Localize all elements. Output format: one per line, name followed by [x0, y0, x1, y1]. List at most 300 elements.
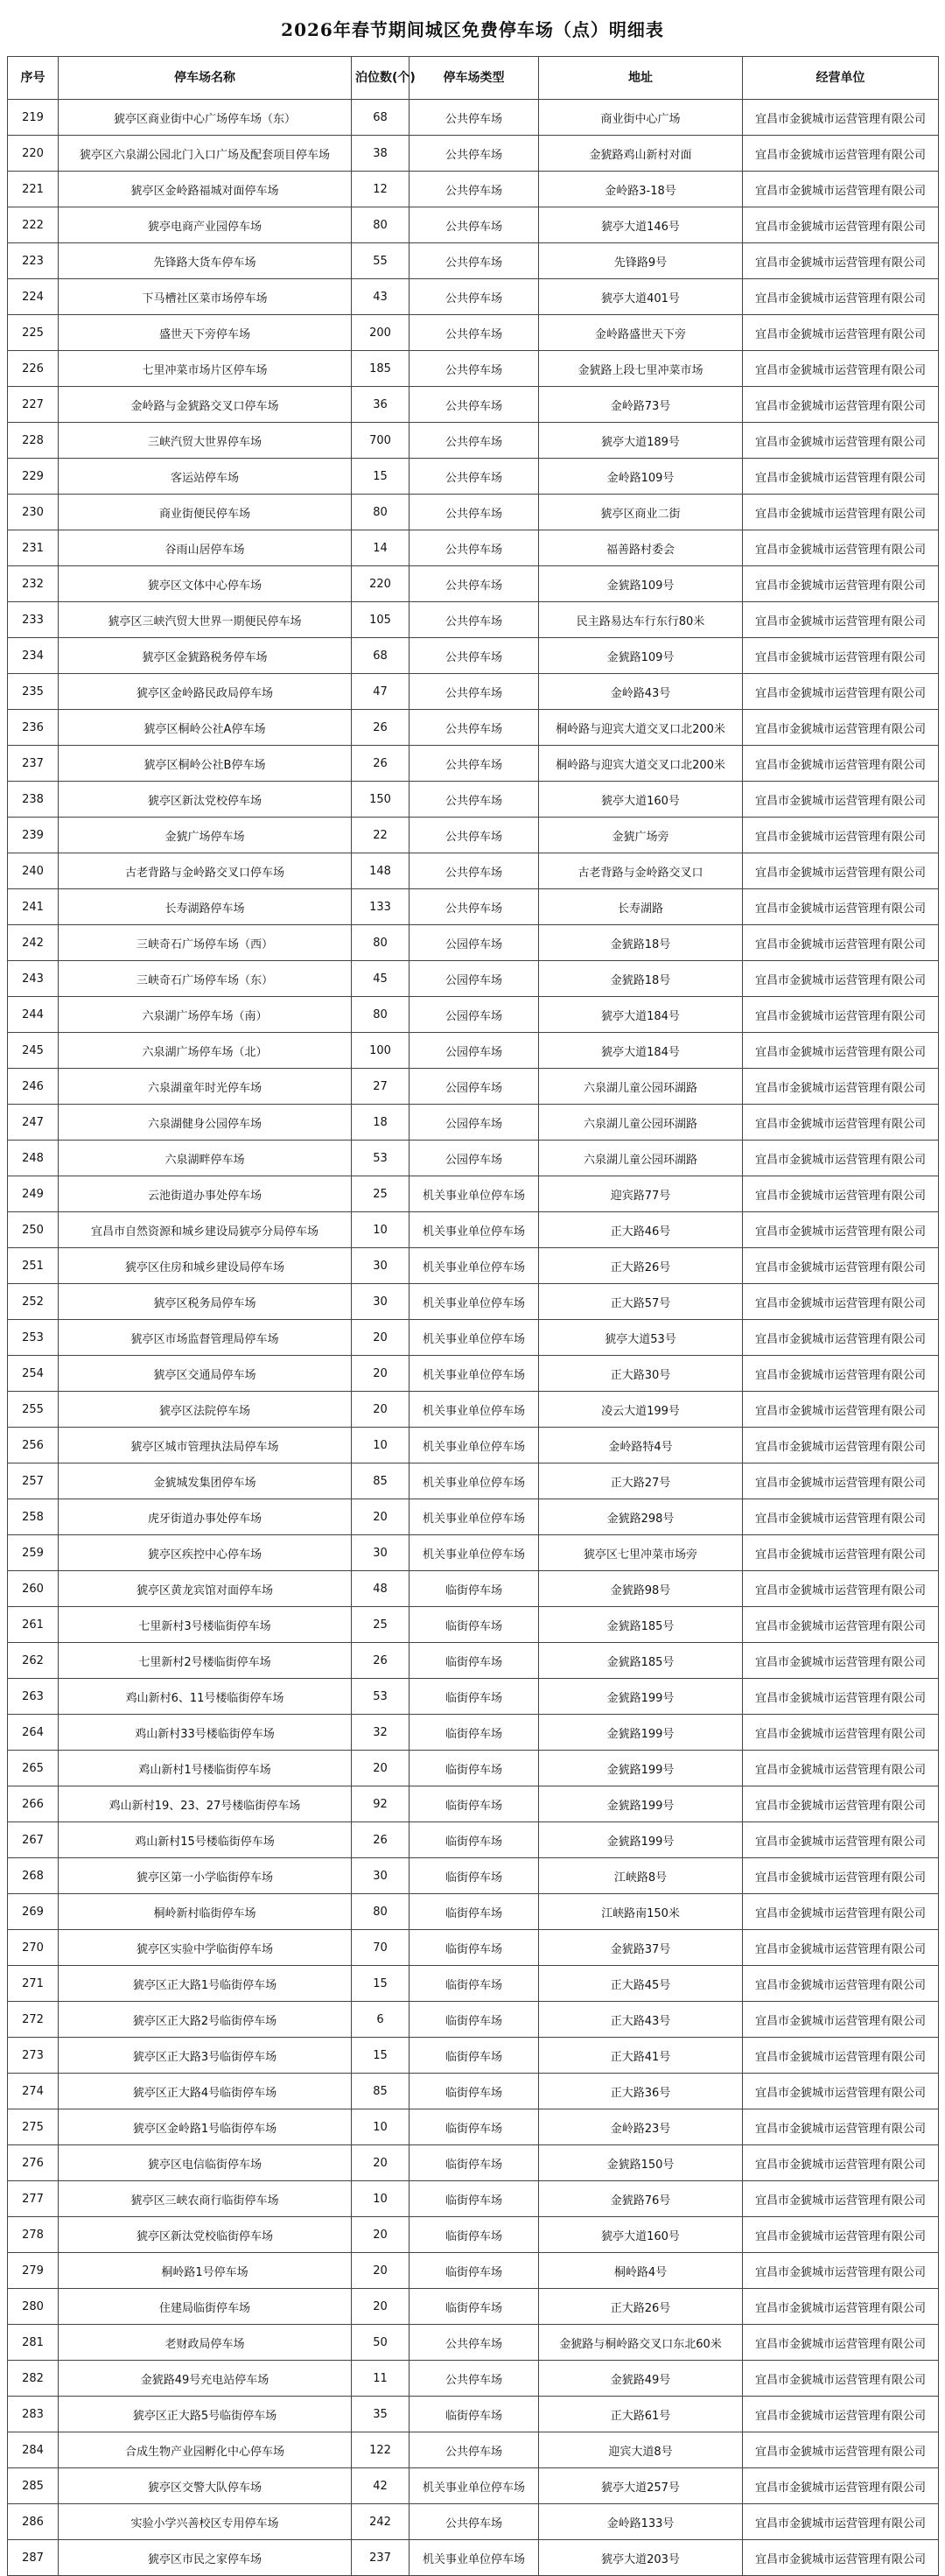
cell-address: 桐岭路与迎宾大道交叉口北200米	[539, 746, 743, 782]
cell-address: 正大路61号	[539, 2397, 743, 2432]
cell-name: 宜昌市自然资源和城乡建设局猇亭分局停车场	[59, 1212, 352, 1248]
cell-address: 金岭路特4号	[539, 1428, 743, 1463]
cell-type: 公园停车场	[410, 925, 539, 961]
cell-index: 257	[8, 1463, 59, 1499]
cell-type: 公共停车场	[410, 100, 539, 136]
cell-name: 鸡山新村19、23、27号楼临街停车场	[59, 1786, 352, 1822]
cell-spaces: 10	[352, 1212, 410, 1248]
cell-name: 实验小学兴善校区专用停车场	[59, 2504, 352, 2540]
cell-operator: 宜昌市金猇城市运营管理有限公司	[743, 2253, 939, 2289]
cell-address: 金猇路49号	[539, 2361, 743, 2397]
cell-address: 猇亭大道257号	[539, 2468, 743, 2504]
cell-operator: 宜昌市金猇城市运营管理有限公司	[743, 1141, 939, 1176]
cell-index: 220	[8, 136, 59, 172]
header-operator: 经营单位	[743, 57, 939, 100]
cell-type: 公共停车场	[410, 853, 539, 889]
cell-index: 267	[8, 1822, 59, 1858]
cell-spaces: 55	[352, 243, 410, 279]
cell-type: 公共停车场	[410, 172, 539, 207]
cell-type: 临街停车场	[410, 1751, 539, 1786]
cell-type: 公共停车场	[410, 602, 539, 638]
cell-spaces: 10	[352, 1428, 410, 1463]
cell-operator: 宜昌市金猇城市运营管理有限公司	[743, 495, 939, 530]
cell-name: 三峡汽贸大世界停车场	[59, 423, 352, 459]
cell-address: 先锋路9号	[539, 243, 743, 279]
table-row	[8, 1141, 939, 1176]
cell-spaces: 32	[352, 1715, 410, 1751]
cell-address: 金岭路盛世天下旁	[539, 315, 743, 351]
cell-index: 246	[8, 1069, 59, 1105]
table-row	[8, 1248, 939, 1284]
cell-index: 252	[8, 1284, 59, 1320]
cell-operator: 宜昌市金猇城市运营管理有限公司	[743, 1499, 939, 1535]
cell-spaces: 6	[352, 2002, 410, 2038]
cell-index: 237	[8, 746, 59, 782]
cell-operator: 宜昌市金猇城市运营管理有限公司	[743, 1248, 939, 1284]
cell-address: 金猇路76号	[539, 2181, 743, 2217]
cell-name: 金猇路49号充电站停车场	[59, 2361, 352, 2397]
table-row	[8, 459, 939, 495]
cell-name: 下马槽社区菜市场停车场	[59, 279, 352, 315]
table-row	[8, 1786, 939, 1822]
cell-spaces: 68	[352, 638, 410, 674]
cell-operator: 宜昌市金猇城市运营管理有限公司	[743, 2074, 939, 2109]
page-title: 2026年春节期间城区免费停车场（点）明细表	[281, 18, 664, 40]
cell-type: 公共停车场	[410, 279, 539, 315]
cell-address: 猇亭大道189号	[539, 423, 743, 459]
cell-spaces: 30	[352, 1284, 410, 1320]
cell-type: 机关事业单位停车场	[410, 1499, 539, 1535]
header-type: 停车场类型	[410, 57, 539, 100]
cell-name: 猇亭区桐岭公社A停车场	[59, 710, 352, 746]
table-row	[8, 2289, 939, 2325]
cell-index: 258	[8, 1499, 59, 1535]
table-row	[8, 1966, 939, 2002]
cell-index: 249	[8, 1176, 59, 1212]
cell-spaces: 150	[352, 782, 410, 818]
cell-name: 鸡山新村1号楼临街停车场	[59, 1751, 352, 1786]
cell-type: 机关事业单位停车场	[410, 1428, 539, 1463]
cell-index: 277	[8, 2181, 59, 2217]
cell-name: 猇亭区正大路2号临街停车场	[59, 2002, 352, 2038]
cell-address: 猇亭大道184号	[539, 997, 743, 1033]
cell-operator: 宜昌市金猇城市运营管理有限公司	[743, 136, 939, 172]
parking-table	[7, 56, 939, 2576]
cell-index: 225	[8, 315, 59, 351]
cell-index: 287	[8, 2540, 59, 2576]
cell-name: 六泉湖健身公园停车场	[59, 1105, 352, 1141]
cell-type: 公共停车场	[410, 423, 539, 459]
cell-address: 福善路村委会	[539, 530, 743, 566]
cell-name: 谷雨山居停车场	[59, 530, 352, 566]
table-row	[8, 1105, 939, 1141]
cell-type: 机关事业单位停车场	[410, 1176, 539, 1212]
cell-operator: 宜昌市金猇城市运营管理有限公司	[743, 566, 939, 602]
cell-type: 临街停车场	[410, 2217, 539, 2253]
cell-address: 金猇路18号	[539, 925, 743, 961]
cell-index: 254	[8, 1356, 59, 1392]
cell-index: 270	[8, 1930, 59, 1966]
cell-type: 公共停车场	[410, 746, 539, 782]
cell-type: 公共停车场	[410, 638, 539, 674]
table-row	[8, 2468, 939, 2504]
cell-name: 七里冲菜市场片区停车场	[59, 351, 352, 387]
cell-name: 七里新村2号楼临街停车场	[59, 1643, 352, 1679]
cell-type: 公共停车场	[410, 818, 539, 853]
cell-name: 猇亭区文体中心停车场	[59, 566, 352, 602]
table-row	[8, 1428, 939, 1463]
cell-operator: 宜昌市金猇城市运营管理有限公司	[743, 818, 939, 853]
cell-operator: 宜昌市金猇城市运营管理有限公司	[743, 1607, 939, 1643]
cell-index: 262	[8, 1643, 59, 1679]
cell-name: 合成生物产业园孵化中心停车场	[59, 2432, 352, 2468]
cell-spaces: 12	[352, 172, 410, 207]
cell-address: 江峡路南150米	[539, 1894, 743, 1930]
cell-index: 285	[8, 2468, 59, 2504]
cell-name: 猇亭区城市管理执法局停车场	[59, 1428, 352, 1463]
table-row	[8, 2432, 939, 2468]
cell-address: 桐岭路4号	[539, 2253, 743, 2289]
table-row	[8, 2002, 939, 2038]
cell-type: 公共停车场	[410, 2325, 539, 2361]
cell-index: 260	[8, 1571, 59, 1607]
cell-type: 公共停车场	[410, 243, 539, 279]
cell-index: 234	[8, 638, 59, 674]
cell-type: 临街停车场	[410, 2074, 539, 2109]
table-row	[8, 1392, 939, 1428]
cell-index: 248	[8, 1141, 59, 1176]
table-row	[8, 566, 939, 602]
cell-operator: 宜昌市金猇城市运营管理有限公司	[743, 746, 939, 782]
cell-spaces: 26	[352, 746, 410, 782]
table-row	[8, 853, 939, 889]
cell-spaces: 47	[352, 674, 410, 710]
table-row	[8, 1033, 939, 1069]
cell-type: 公共停车场	[410, 2361, 539, 2397]
cell-operator: 宜昌市金猇城市运营管理有限公司	[743, 2002, 939, 2038]
cell-type: 临街停车场	[410, 1930, 539, 1966]
cell-name: 猇亭区第一小学临街停车场	[59, 1858, 352, 1894]
cell-name: 六泉湖广场停车场（北）	[59, 1033, 352, 1069]
cell-index: 281	[8, 2325, 59, 2361]
table-row	[8, 997, 939, 1033]
cell-name: 客运站停车场	[59, 459, 352, 495]
cell-operator: 宜昌市金猇城市运营管理有限公司	[743, 172, 939, 207]
cell-address: 民主路易达车行东行80米	[539, 602, 743, 638]
cell-name: 猇亭区实验中学临街停车场	[59, 1930, 352, 1966]
cell-index: 239	[8, 818, 59, 853]
cell-operator: 宜昌市金猇城市运营管理有限公司	[743, 2540, 939, 2576]
table-row	[8, 2181, 939, 2217]
cell-name: 猇亭区正大路4号临街停车场	[59, 2074, 352, 2109]
cell-spaces: 80	[352, 495, 410, 530]
cell-name: 猇亭区金岭路民政局停车场	[59, 674, 352, 710]
cell-name: 猇亭区税务局停车场	[59, 1284, 352, 1320]
cell-address: 正大路43号	[539, 2002, 743, 2038]
cell-type: 临街停车场	[410, 1715, 539, 1751]
cell-operator: 宜昌市金猇城市运营管理有限公司	[743, 1356, 939, 1392]
cell-type: 公共停车场	[410, 566, 539, 602]
cell-name: 三峡奇石广场停车场（西）	[59, 925, 352, 961]
cell-name: 鸡山新村33号楼临街停车场	[59, 1715, 352, 1751]
cell-name: 猇亭区商业街中心广场停车场（东）	[59, 100, 352, 136]
cell-name: 长寿湖路停车场	[59, 889, 352, 925]
cell-spaces: 45	[352, 961, 410, 997]
cell-operator: 宜昌市金猇城市运营管理有限公司	[743, 1822, 939, 1858]
table-row	[8, 351, 939, 387]
cell-name: 猇亭区金岭路1号临街停车场	[59, 2109, 352, 2145]
cell-operator: 宜昌市金猇城市运营管理有限公司	[743, 423, 939, 459]
cell-operator: 宜昌市金猇城市运营管理有限公司	[743, 1858, 939, 1894]
cell-address: 金猇路298号	[539, 1499, 743, 1535]
cell-type: 公共停车场	[410, 495, 539, 530]
cell-address: 正大路57号	[539, 1284, 743, 1320]
cell-operator: 宜昌市金猇城市运营管理有限公司	[743, 1033, 939, 1069]
cell-type: 公园停车场	[410, 1105, 539, 1141]
cell-index: 261	[8, 1607, 59, 1643]
cell-index: 282	[8, 2361, 59, 2397]
cell-operator: 宜昌市金猇城市运营管理有限公司	[743, 1176, 939, 1212]
cell-type: 临街停车场	[410, 1679, 539, 1715]
cell-name: 猇亭区市民之家停车场	[59, 2540, 352, 2576]
cell-operator: 宜昌市金猇城市运营管理有限公司	[743, 602, 939, 638]
cell-operator: 宜昌市金猇城市运营管理有限公司	[743, 1105, 939, 1141]
table-row	[8, 1822, 939, 1858]
cell-type: 公共停车场	[410, 459, 539, 495]
cell-operator: 宜昌市金猇城市运营管理有限公司	[743, 1751, 939, 1786]
cell-operator: 宜昌市金猇城市运营管理有限公司	[743, 459, 939, 495]
table-row	[8, 1715, 939, 1751]
table-row	[8, 746, 939, 782]
cell-type: 临街停车场	[410, 2253, 539, 2289]
cell-index: 284	[8, 2432, 59, 2468]
table-row	[8, 1212, 939, 1248]
cell-name: 古老背路与金岭路交叉口停车场	[59, 853, 352, 889]
cell-spaces: 20	[352, 2145, 410, 2181]
cell-type: 公共停车场	[410, 351, 539, 387]
cell-operator: 宜昌市金猇城市运营管理有限公司	[743, 925, 939, 961]
cell-type: 公共停车场	[410, 207, 539, 243]
table-row	[8, 925, 939, 961]
cell-name: 六泉湖童年时光停车场	[59, 1069, 352, 1105]
cell-operator: 宜昌市金猇城市运营管理有限公司	[743, 351, 939, 387]
cell-address: 金猇路18号	[539, 961, 743, 997]
cell-type: 公共停车场	[410, 387, 539, 423]
cell-operator: 宜昌市金猇城市运营管理有限公司	[743, 100, 939, 136]
table-row	[8, 1356, 939, 1392]
cell-type: 公共停车场	[410, 889, 539, 925]
cell-spaces: 700	[352, 423, 410, 459]
cell-address: 猇亭大道401号	[539, 279, 743, 315]
cell-type: 公共停车场	[410, 2504, 539, 2540]
cell-type: 机关事业单位停车场	[410, 1463, 539, 1499]
cell-index: 244	[8, 997, 59, 1033]
cell-spaces: 20	[352, 1356, 410, 1392]
cell-spaces: 20	[352, 2253, 410, 2289]
cell-address: 猇亭大道53号	[539, 1320, 743, 1356]
cell-index: 273	[8, 2038, 59, 2074]
cell-operator: 宜昌市金猇城市运营管理有限公司	[743, 1463, 939, 1499]
cell-index: 250	[8, 1212, 59, 1248]
table-row	[8, 100, 939, 136]
cell-address: 古老背路与金岭路交叉口	[539, 853, 743, 889]
cell-operator: 宜昌市金猇城市运营管理有限公司	[743, 2289, 939, 2325]
cell-type: 机关事业单位停车场	[410, 1535, 539, 1571]
table-row	[8, 2540, 939, 2576]
cell-address: 江峡路8号	[539, 1858, 743, 1894]
cell-address: 正大路46号	[539, 1212, 743, 1248]
table-row	[8, 1535, 939, 1571]
cell-operator: 宜昌市金猇城市运营管理有限公司	[743, 1643, 939, 1679]
cell-address: 猇亭大道146号	[539, 207, 743, 243]
cell-spaces: 122	[352, 2432, 410, 2468]
cell-name: 七里新村3号楼临街停车场	[59, 1607, 352, 1643]
cell-index: 279	[8, 2253, 59, 2289]
cell-index: 265	[8, 1751, 59, 1786]
cell-operator: 宜昌市金猇城市运营管理有限公司	[743, 1212, 939, 1248]
cell-spaces: 35	[352, 2397, 410, 2432]
cell-type: 临街停车场	[410, 2109, 539, 2145]
cell-address: 六泉湖儿童公园环湖路	[539, 1141, 743, 1176]
cell-name: 猇亭区桐岭公社B停车场	[59, 746, 352, 782]
cell-type: 临街停车场	[410, 1607, 539, 1643]
cell-name: 猇亭区新汰党校临街停车场	[59, 2217, 352, 2253]
cell-index: 275	[8, 2109, 59, 2145]
cell-name: 桐岭新村临街停车场	[59, 1894, 352, 1930]
table-row	[8, 136, 939, 172]
cell-type: 临街停车场	[410, 1858, 539, 1894]
cell-type: 临街停车场	[410, 2002, 539, 2038]
cell-operator: 宜昌市金猇城市运营管理有限公司	[743, 1894, 939, 1930]
cell-spaces: 26	[352, 1822, 410, 1858]
table-row	[8, 638, 939, 674]
table-row	[8, 1176, 939, 1212]
cell-type: 公共停车场	[410, 674, 539, 710]
cell-name: 猇亭区法院停车场	[59, 1392, 352, 1428]
cell-name: 猇亭区电信临街停车场	[59, 2145, 352, 2181]
cell-spaces: 220	[352, 566, 410, 602]
cell-type: 临街停车场	[410, 2181, 539, 2217]
cell-spaces: 53	[352, 1679, 410, 1715]
cell-name: 住建局临街停车场	[59, 2289, 352, 2325]
cell-name: 猇亭区三峡农商行临街停车场	[59, 2181, 352, 2217]
table-row	[8, 2325, 939, 2361]
cell-address: 金猇路109号	[539, 638, 743, 674]
cell-spaces: 26	[352, 710, 410, 746]
cell-operator: 宜昌市金猇城市运营管理有限公司	[743, 1284, 939, 1320]
cell-address: 金岭路73号	[539, 387, 743, 423]
cell-index: 263	[8, 1679, 59, 1715]
cell-type: 公共停车场	[410, 315, 539, 351]
cell-index: 272	[8, 2002, 59, 2038]
cell-name: 猇亭电商产业园停车场	[59, 207, 352, 243]
cell-name: 猇亭区交警大队停车场	[59, 2468, 352, 2504]
cell-operator: 宜昌市金猇城市运营管理有限公司	[743, 2217, 939, 2253]
cell-operator: 宜昌市金猇城市运营管理有限公司	[743, 2145, 939, 2181]
cell-type: 机关事业单位停车场	[410, 2468, 539, 2504]
cell-address: 猇亭大道160号	[539, 782, 743, 818]
cell-type: 机关事业单位停车场	[410, 1284, 539, 1320]
cell-address: 长寿湖路	[539, 889, 743, 925]
cell-type: 临街停车场	[410, 1571, 539, 1607]
cell-address: 金猇路199号	[539, 1751, 743, 1786]
cell-address: 桐岭路与迎宾大道交叉口北200米	[539, 710, 743, 746]
table-header-row	[8, 57, 939, 100]
cell-operator: 宜昌市金猇城市运营管理有限公司	[743, 315, 939, 351]
cell-operator: 宜昌市金猇城市运营管理有限公司	[743, 1428, 939, 1463]
cell-spaces: 43	[352, 279, 410, 315]
cell-address: 六泉湖儿童公园环湖路	[539, 1069, 743, 1105]
cell-name: 金猇广场停车场	[59, 818, 352, 853]
cell-spaces: 38	[352, 136, 410, 172]
cell-spaces: 30	[352, 1858, 410, 1894]
cell-operator: 宜昌市金猇城市运营管理有限公司	[743, 1786, 939, 1822]
cell-spaces: 237	[352, 2540, 410, 2576]
cell-address: 金猇路199号	[539, 1715, 743, 1751]
cell-spaces: 85	[352, 1463, 410, 1499]
cell-type: 机关事业单位停车场	[410, 1320, 539, 1356]
cell-address: 金猇路上段七里冲菜市场	[539, 351, 743, 387]
cell-index: 243	[8, 961, 59, 997]
table-row	[8, 818, 939, 853]
cell-spaces: 50	[352, 2325, 410, 2361]
cell-index: 286	[8, 2504, 59, 2540]
table-row	[8, 495, 939, 530]
cell-operator: 宜昌市金猇城市运营管理有限公司	[743, 1715, 939, 1751]
cell-spaces: 15	[352, 459, 410, 495]
table-row	[8, 2217, 939, 2253]
table-row	[8, 1930, 939, 1966]
table-row	[8, 1679, 939, 1715]
cell-type: 公共停车场	[410, 782, 539, 818]
cell-index: 233	[8, 602, 59, 638]
table-row	[8, 674, 939, 710]
cell-operator: 宜昌市金猇城市运营管理有限公司	[743, 1320, 939, 1356]
table-row	[8, 2397, 939, 2432]
cell-type: 临街停车场	[410, 1822, 539, 1858]
cell-operator: 宜昌市金猇城市运营管理有限公司	[743, 638, 939, 674]
cell-index: 230	[8, 495, 59, 530]
cell-address: 金猇路199号	[539, 1822, 743, 1858]
cell-address: 金猇路与桐岭路交叉口东北60米	[539, 2325, 743, 2361]
cell-name: 先锋路大货车停车场	[59, 243, 352, 279]
cell-index: 247	[8, 1105, 59, 1141]
cell-name: 猇亭区正大路3号临街停车场	[59, 2038, 352, 2074]
cell-type: 公园停车场	[410, 1069, 539, 1105]
cell-type: 机关事业单位停车场	[410, 1212, 539, 1248]
cell-spaces: 20	[352, 1499, 410, 1535]
cell-address: 猇亭大道203号	[539, 2540, 743, 2576]
cell-address: 迎宾大道8号	[539, 2432, 743, 2468]
cell-index: 228	[8, 423, 59, 459]
table-row	[8, 1751, 939, 1786]
cell-index: 222	[8, 207, 59, 243]
cell-index: 253	[8, 1320, 59, 1356]
cell-operator: 宜昌市金猇城市运营管理有限公司	[743, 2468, 939, 2504]
cell-name: 商业街便民停车场	[59, 495, 352, 530]
cell-name: 金岭路与金猇路交叉口停车场	[59, 387, 352, 423]
table-row	[8, 2145, 939, 2181]
cell-index: 266	[8, 1786, 59, 1822]
cell-index: 268	[8, 1858, 59, 1894]
cell-index: 223	[8, 243, 59, 279]
cell-address: 金猇路150号	[539, 2145, 743, 2181]
table-row	[8, 2074, 939, 2109]
cell-operator: 宜昌市金猇城市运营管理有限公司	[743, 710, 939, 746]
cell-spaces: 10	[352, 2109, 410, 2145]
cell-index: 226	[8, 351, 59, 387]
table-row	[8, 1607, 939, 1643]
